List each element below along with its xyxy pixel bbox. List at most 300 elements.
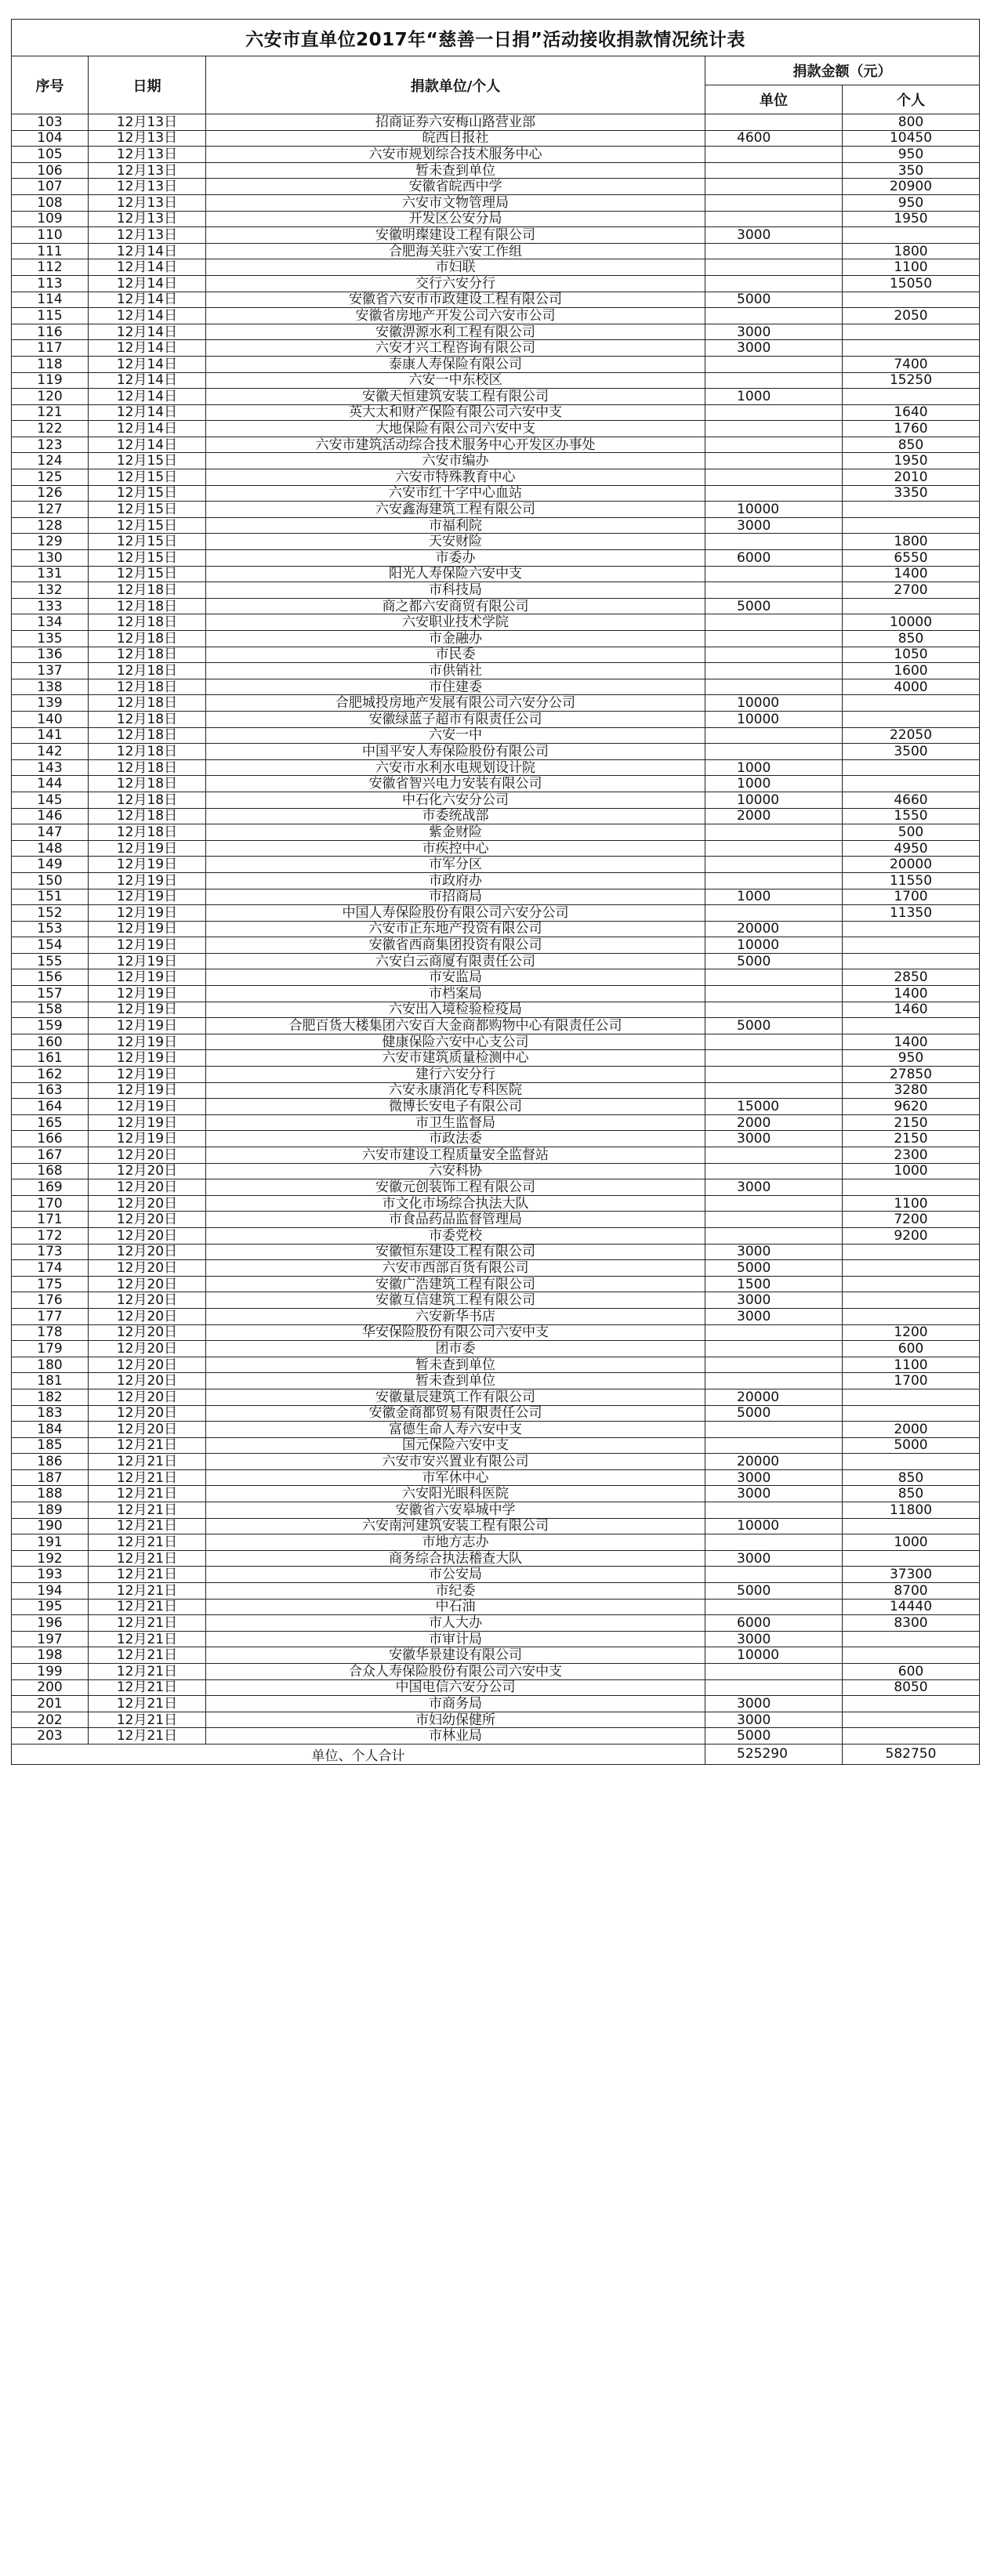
cell-person-amount: 7200 bbox=[843, 1212, 980, 1228]
table-row bbox=[12, 808, 980, 824]
cell-date: 12月18日 bbox=[89, 679, 206, 695]
table-row bbox=[12, 517, 980, 534]
cell-seq: 130 bbox=[12, 550, 89, 567]
cell-seq: 171 bbox=[12, 1212, 89, 1228]
cell-donor: 安徽省六安皋城中学 bbox=[206, 1502, 705, 1519]
table-row bbox=[12, 1454, 980, 1470]
cell-person-amount bbox=[843, 1276, 980, 1292]
cell-donor: 安徽量辰建筑工作有限公司 bbox=[206, 1389, 705, 1405]
table-row bbox=[12, 759, 980, 776]
cell-donor: 安徽元创装饰工程有限公司 bbox=[206, 1179, 705, 1196]
cell-date: 12月15日 bbox=[89, 453, 206, 469]
cell-seq: 113 bbox=[12, 275, 89, 292]
cell-unit-amount bbox=[705, 1599, 843, 1615]
cell-date: 12月21日 bbox=[89, 1599, 206, 1615]
cell-unit-amount: 4600 bbox=[705, 130, 843, 147]
cell-date: 12月18日 bbox=[89, 776, 206, 792]
cell-seq: 172 bbox=[12, 1227, 89, 1244]
cell-unit-amount: 10000 bbox=[705, 695, 843, 712]
cell-unit-amount: 3000 bbox=[705, 1179, 843, 1196]
cell-date: 12月20日 bbox=[89, 1212, 206, 1228]
table-row bbox=[12, 502, 980, 518]
cell-person-amount: 1800 bbox=[843, 243, 980, 259]
cell-date: 12月20日 bbox=[89, 1260, 206, 1277]
cell-unit-amount bbox=[705, 437, 843, 453]
cell-seq: 164 bbox=[12, 1099, 89, 1115]
cell-seq: 112 bbox=[12, 259, 89, 276]
cell-date: 12月20日 bbox=[89, 1341, 206, 1357]
table-row bbox=[12, 1696, 980, 1712]
cell-unit-amount bbox=[705, 469, 843, 486]
cell-seq: 170 bbox=[12, 1195, 89, 1212]
cell-donor: 六安市建设工程质量安全监督站 bbox=[206, 1147, 705, 1164]
cell-unit-amount bbox=[705, 614, 843, 631]
cell-unit-amount: 20000 bbox=[705, 921, 843, 937]
table-row bbox=[12, 243, 980, 259]
cell-donor: 中国平安人寿保险股份有限公司 bbox=[206, 744, 705, 760]
cell-unit-amount bbox=[705, 1002, 843, 1018]
cell-donor: 英大太和财产保险有限公司六安中支 bbox=[206, 404, 705, 421]
cell-unit-amount bbox=[705, 1147, 843, 1164]
cell-donor: 安徽广浩建筑工程有限公司 bbox=[206, 1276, 705, 1292]
table-row bbox=[12, 1486, 980, 1502]
table-row bbox=[12, 340, 980, 357]
cell-seq: 155 bbox=[12, 953, 89, 969]
cell-donor: 六安一中东校区 bbox=[206, 372, 705, 389]
cell-person-amount: 6550 bbox=[843, 550, 980, 567]
cell-unit-amount bbox=[705, 1212, 843, 1228]
cell-date: 12月13日 bbox=[89, 211, 206, 227]
cell-donor: 合肥城投房地产发展有限公司六安分公司 bbox=[206, 695, 705, 712]
cell-donor: 安徽省房地产开发公司六安市公司 bbox=[206, 308, 705, 324]
cell-donor: 安徽天恒建筑安装工程有限公司 bbox=[206, 389, 705, 405]
cell-donor: 建行六安分行 bbox=[206, 1067, 705, 1083]
cell-seq: 148 bbox=[12, 840, 89, 857]
cell-seq: 105 bbox=[12, 147, 89, 163]
cell-seq: 177 bbox=[12, 1308, 89, 1324]
cell-date: 12月18日 bbox=[89, 711, 206, 727]
cell-date: 12月18日 bbox=[89, 614, 206, 631]
cell-unit-amount bbox=[705, 582, 843, 599]
table-row bbox=[12, 937, 980, 954]
cell-person-amount: 20900 bbox=[843, 179, 980, 195]
cell-donor: 市审计局 bbox=[206, 1631, 705, 1647]
cell-person-amount: 1760 bbox=[843, 421, 980, 437]
cell-person-amount: 5000 bbox=[843, 1437, 980, 1454]
table-row bbox=[12, 421, 980, 437]
cell-donor: 安徽互信建筑工程有限公司 bbox=[206, 1292, 705, 1309]
table-row bbox=[12, 969, 980, 986]
cell-seq: 149 bbox=[12, 857, 89, 873]
table-row bbox=[12, 1631, 980, 1647]
cell-person-amount: 2700 bbox=[843, 582, 980, 599]
cell-date: 12月13日 bbox=[89, 147, 206, 163]
cell-date: 12月20日 bbox=[89, 1422, 206, 1438]
cell-unit-amount: 3000 bbox=[705, 1469, 843, 1486]
cell-seq: 184 bbox=[12, 1422, 89, 1438]
cell-person-amount: 20000 bbox=[843, 857, 980, 873]
table-row bbox=[12, 1195, 980, 1212]
cell-date: 12月19日 bbox=[89, 969, 206, 986]
table-row bbox=[12, 550, 980, 567]
cell-person-amount bbox=[843, 1018, 980, 1034]
cell-date: 12月19日 bbox=[89, 1018, 206, 1034]
table-row bbox=[12, 1341, 980, 1357]
cell-person-amount: 11550 bbox=[843, 872, 980, 889]
cell-person-amount: 3350 bbox=[843, 485, 980, 502]
cell-donor: 六安市水利水电规划设计院 bbox=[206, 759, 705, 776]
cell-person-amount: 8700 bbox=[843, 1583, 980, 1600]
table-row bbox=[12, 211, 980, 227]
cell-unit-amount bbox=[705, 905, 843, 922]
table-row bbox=[12, 469, 980, 486]
cell-date: 12月18日 bbox=[89, 631, 206, 647]
cell-unit-amount bbox=[705, 824, 843, 841]
cell-date: 12月19日 bbox=[89, 1082, 206, 1099]
table-row bbox=[12, 824, 980, 841]
cell-unit-amount: 10000 bbox=[705, 937, 843, 954]
cell-unit-amount: 10000 bbox=[705, 502, 843, 518]
table-row bbox=[12, 1534, 980, 1551]
cell-unit-amount bbox=[705, 259, 843, 276]
cell-seq: 139 bbox=[12, 695, 89, 712]
cell-date: 12月13日 bbox=[89, 162, 206, 179]
cell-person-amount: 2010 bbox=[843, 469, 980, 486]
cell-unit-amount bbox=[705, 1502, 843, 1519]
cell-date: 12月18日 bbox=[89, 792, 206, 808]
table-row bbox=[12, 1147, 980, 1164]
cell-person-amount: 600 bbox=[843, 1664, 980, 1680]
cell-date: 12月20日 bbox=[89, 1308, 206, 1324]
cell-donor: 商务综合执法稽查大队 bbox=[206, 1550, 705, 1567]
cell-unit-amount: 5000 bbox=[705, 1583, 843, 1600]
table-row bbox=[12, 1050, 980, 1067]
cell-person-amount: 9200 bbox=[843, 1227, 980, 1244]
cell-donor: 中国电信六安分公司 bbox=[206, 1679, 705, 1696]
cell-unit-amount bbox=[705, 566, 843, 582]
cell-donor: 市科技局 bbox=[206, 582, 705, 599]
cell-unit-amount bbox=[705, 647, 843, 663]
cell-donor: 市供销社 bbox=[206, 663, 705, 679]
cell-unit-amount: 3000 bbox=[705, 1131, 843, 1147]
cell-donor: 市档案局 bbox=[206, 986, 705, 1002]
cell-seq: 180 bbox=[12, 1357, 89, 1373]
table-row bbox=[12, 437, 980, 453]
cell-donor: 阳光人寿保险六安中支 bbox=[206, 566, 705, 582]
cell-person-amount: 950 bbox=[843, 147, 980, 163]
cell-seq: 173 bbox=[12, 1244, 89, 1260]
cell-donor: 市疾控中心 bbox=[206, 840, 705, 857]
cell-unit-amount: 3000 bbox=[705, 1308, 843, 1324]
table-row bbox=[12, 1131, 980, 1147]
cell-seq: 126 bbox=[12, 485, 89, 502]
cell-date: 12月19日 bbox=[89, 857, 206, 873]
cell-person-amount bbox=[843, 1712, 980, 1728]
cell-donor: 市军分区 bbox=[206, 857, 705, 873]
cell-unit-amount: 20000 bbox=[705, 1389, 843, 1405]
table-row bbox=[12, 679, 980, 695]
table-row bbox=[12, 114, 980, 131]
cell-unit-amount bbox=[705, 857, 843, 873]
cell-unit-amount bbox=[705, 1341, 843, 1357]
table-row bbox=[12, 1163, 980, 1179]
cell-seq: 145 bbox=[12, 792, 89, 808]
cell-unit-amount bbox=[705, 663, 843, 679]
cell-unit-amount bbox=[705, 534, 843, 550]
cell-person-amount bbox=[843, 227, 980, 244]
cell-seq: 162 bbox=[12, 1067, 89, 1083]
table-row bbox=[12, 1114, 980, 1131]
cell-donor: 六安市文物管理局 bbox=[206, 194, 705, 211]
cell-date: 12月14日 bbox=[89, 356, 206, 372]
cell-date: 12月15日 bbox=[89, 566, 206, 582]
cell-person-amount: 850 bbox=[843, 1486, 980, 1502]
table-row bbox=[12, 663, 980, 679]
cell-unit-amount bbox=[705, 1324, 843, 1341]
cell-unit-amount bbox=[705, 1422, 843, 1438]
cell-seq: 185 bbox=[12, 1437, 89, 1454]
cell-unit-amount: 10000 bbox=[705, 1518, 843, 1534]
cell-donor: 大地保险有限公司六安中支 bbox=[206, 421, 705, 437]
table-row bbox=[12, 372, 980, 389]
cell-date: 12月19日 bbox=[89, 1002, 206, 1018]
cell-person-amount: 14440 bbox=[843, 1599, 980, 1615]
cell-donor: 六安永康消化专科医院 bbox=[206, 1082, 705, 1099]
table-row bbox=[12, 275, 980, 292]
cell-seq: 119 bbox=[12, 372, 89, 389]
cell-seq: 191 bbox=[12, 1534, 89, 1551]
cell-date: 12月19日 bbox=[89, 905, 206, 922]
cell-person-amount: 4950 bbox=[843, 840, 980, 857]
table-row bbox=[12, 1260, 980, 1277]
table-row bbox=[12, 324, 980, 340]
cell-person-amount: 1460 bbox=[843, 1002, 980, 1018]
cell-donor: 招商证券六安梅山路营业部 bbox=[206, 114, 705, 131]
cell-person-amount: 850 bbox=[843, 631, 980, 647]
cell-person-amount: 37300 bbox=[843, 1567, 980, 1583]
cell-unit-amount: 5000 bbox=[705, 1260, 843, 1277]
cell-seq: 129 bbox=[12, 534, 89, 550]
cell-donor: 市委办 bbox=[206, 550, 705, 567]
table-row bbox=[12, 404, 980, 421]
cell-unit-amount: 2000 bbox=[705, 808, 843, 824]
cell-donor: 六安才兴工程咨询有限公司 bbox=[206, 340, 705, 357]
table-row bbox=[12, 1599, 980, 1615]
cell-seq: 161 bbox=[12, 1050, 89, 1067]
table-row bbox=[12, 776, 980, 792]
cell-unit-amount bbox=[705, 872, 843, 889]
cell-unit-amount bbox=[705, 453, 843, 469]
cell-unit-amount bbox=[705, 840, 843, 857]
table-row bbox=[12, 1583, 980, 1600]
cell-unit-amount bbox=[705, 404, 843, 421]
table-row bbox=[12, 1292, 980, 1309]
cell-person-amount bbox=[843, 340, 980, 357]
cell-unit-amount: 3000 bbox=[705, 340, 843, 357]
table-row bbox=[12, 598, 980, 614]
table-row bbox=[12, 905, 980, 922]
cell-donor: 安徽省六安市市政建设工程有限公司 bbox=[206, 292, 705, 308]
cell-person-amount: 11800 bbox=[843, 1502, 980, 1519]
cell-date: 12月13日 bbox=[89, 114, 206, 131]
cell-unit-amount bbox=[705, 1679, 843, 1696]
cell-unit-amount bbox=[705, 421, 843, 437]
cell-person-amount bbox=[843, 1728, 980, 1745]
cell-seq: 165 bbox=[12, 1114, 89, 1131]
cell-seq: 104 bbox=[12, 130, 89, 147]
table-row bbox=[12, 1212, 980, 1228]
cell-date: 12月21日 bbox=[89, 1712, 206, 1728]
cell-unit-amount bbox=[705, 194, 843, 211]
cell-seq: 154 bbox=[12, 937, 89, 954]
cell-unit-amount bbox=[705, 179, 843, 195]
cell-person-amount: 9620 bbox=[843, 1099, 980, 1115]
table-row bbox=[12, 582, 980, 599]
cell-seq: 144 bbox=[12, 776, 89, 792]
cell-person-amount: 1400 bbox=[843, 1034, 980, 1050]
cell-donor: 市民委 bbox=[206, 647, 705, 663]
table-row bbox=[12, 1679, 980, 1696]
cell-unit-amount bbox=[705, 631, 843, 647]
cell-person-amount: 27850 bbox=[843, 1067, 980, 1083]
table-row bbox=[12, 1244, 980, 1260]
cell-person-amount: 4000 bbox=[843, 679, 980, 695]
cell-donor: 六安市正东地产投资有限公司 bbox=[206, 921, 705, 937]
cell-unit-amount: 15000 bbox=[705, 1099, 843, 1115]
table-row bbox=[12, 921, 980, 937]
cell-seq: 131 bbox=[12, 566, 89, 582]
cell-date: 12月21日 bbox=[89, 1486, 206, 1502]
table-row bbox=[12, 130, 980, 147]
cell-person-amount bbox=[843, 517, 980, 534]
cell-date: 12月20日 bbox=[89, 1276, 206, 1292]
cell-person-amount: 1200 bbox=[843, 1324, 980, 1341]
table-row bbox=[12, 1647, 980, 1664]
cell-seq: 127 bbox=[12, 502, 89, 518]
header-donor: 捐款单位/个人 bbox=[206, 56, 705, 114]
cell-seq: 193 bbox=[12, 1567, 89, 1583]
totals-person: 582750 bbox=[843, 1744, 980, 1764]
cell-date: 12月14日 bbox=[89, 421, 206, 437]
cell-person-amount bbox=[843, 1405, 980, 1422]
cell-person-amount: 3500 bbox=[843, 744, 980, 760]
cell-seq: 103 bbox=[12, 114, 89, 131]
cell-donor: 开发区公安分局 bbox=[206, 211, 705, 227]
cell-date: 12月18日 bbox=[89, 759, 206, 776]
cell-unit-amount: 1000 bbox=[705, 776, 843, 792]
cell-donor: 六安南河建筑安装工程有限公司 bbox=[206, 1518, 705, 1534]
table-row bbox=[12, 356, 980, 372]
cell-donor: 交行六安分行 bbox=[206, 275, 705, 292]
cell-date: 12月20日 bbox=[89, 1324, 206, 1341]
cell-date: 12月21日 bbox=[89, 1583, 206, 1600]
cell-seq: 182 bbox=[12, 1389, 89, 1405]
cell-date: 12月21日 bbox=[89, 1502, 206, 1519]
cell-unit-amount: 20000 bbox=[705, 1454, 843, 1470]
cell-date: 12月14日 bbox=[89, 243, 206, 259]
table-row bbox=[12, 1550, 980, 1567]
table-row bbox=[12, 485, 980, 502]
cell-date: 12月20日 bbox=[89, 1373, 206, 1389]
cell-date: 12月21日 bbox=[89, 1664, 206, 1680]
table-row bbox=[12, 1018, 980, 1034]
cell-unit-amount: 1000 bbox=[705, 759, 843, 776]
cell-unit-amount bbox=[705, 1567, 843, 1583]
table-row bbox=[12, 1502, 980, 1519]
cell-unit-amount bbox=[705, 1664, 843, 1680]
cell-donor: 市公安局 bbox=[206, 1567, 705, 1583]
cell-person-amount: 11350 bbox=[843, 905, 980, 922]
cell-donor: 六安市西部百货有限公司 bbox=[206, 1260, 705, 1277]
cell-seq: 178 bbox=[12, 1324, 89, 1341]
cell-person-amount bbox=[843, 598, 980, 614]
cell-seq: 158 bbox=[12, 1002, 89, 1018]
table-row bbox=[12, 1067, 980, 1083]
cell-date: 12月21日 bbox=[89, 1679, 206, 1696]
cell-donor: 富德生命人寿六安中支 bbox=[206, 1422, 705, 1438]
cell-seq: 198 bbox=[12, 1647, 89, 1664]
cell-unit-amount bbox=[705, 1195, 843, 1212]
cell-date: 12月15日 bbox=[89, 517, 206, 534]
cell-unit-amount bbox=[705, 372, 843, 389]
cell-unit-amount: 2000 bbox=[705, 1114, 843, 1131]
cell-seq: 142 bbox=[12, 744, 89, 760]
cell-donor: 六安一中 bbox=[206, 727, 705, 744]
cell-person-amount: 1800 bbox=[843, 534, 980, 550]
cell-person-amount bbox=[843, 711, 980, 727]
cell-date: 12月14日 bbox=[89, 437, 206, 453]
cell-seq: 189 bbox=[12, 1502, 89, 1519]
cell-date: 12月13日 bbox=[89, 179, 206, 195]
cell-unit-amount bbox=[705, 308, 843, 324]
cell-date: 12月20日 bbox=[89, 1357, 206, 1373]
cell-donor: 市军休中心 bbox=[206, 1469, 705, 1486]
cell-seq: 152 bbox=[12, 905, 89, 922]
cell-seq: 147 bbox=[12, 824, 89, 841]
table-row bbox=[12, 1099, 980, 1115]
cell-unit-amount: 3000 bbox=[705, 1486, 843, 1502]
cell-seq: 111 bbox=[12, 243, 89, 259]
cell-seq: 136 bbox=[12, 647, 89, 663]
cell-date: 12月21日 bbox=[89, 1647, 206, 1664]
cell-unit-amount: 10000 bbox=[705, 1647, 843, 1664]
cell-person-amount: 850 bbox=[843, 1469, 980, 1486]
cell-unit-amount bbox=[705, 211, 843, 227]
cell-seq: 166 bbox=[12, 1131, 89, 1147]
cell-person-amount: 1100 bbox=[843, 259, 980, 276]
cell-seq: 168 bbox=[12, 1163, 89, 1179]
cell-person-amount: 1000 bbox=[843, 1163, 980, 1179]
cell-person-amount bbox=[843, 1244, 980, 1260]
cell-person-amount bbox=[843, 937, 980, 954]
cell-unit-amount: 3000 bbox=[705, 1696, 843, 1712]
table-row bbox=[12, 308, 980, 324]
cell-person-amount bbox=[843, 389, 980, 405]
cell-seq: 117 bbox=[12, 340, 89, 357]
table-row bbox=[12, 194, 980, 211]
cell-unit-amount: 10000 bbox=[705, 792, 843, 808]
cell-date: 12月15日 bbox=[89, 502, 206, 518]
cell-date: 12月21日 bbox=[89, 1615, 206, 1632]
cell-donor: 六安阳光眼科医院 bbox=[206, 1486, 705, 1502]
table-row bbox=[12, 227, 980, 244]
cell-donor: 紫金财险 bbox=[206, 824, 705, 841]
cell-date: 12月21日 bbox=[89, 1534, 206, 1551]
cell-seq: 125 bbox=[12, 469, 89, 486]
table-row bbox=[12, 1567, 980, 1583]
cell-unit-amount: 1000 bbox=[705, 889, 843, 905]
table-row bbox=[12, 162, 980, 179]
